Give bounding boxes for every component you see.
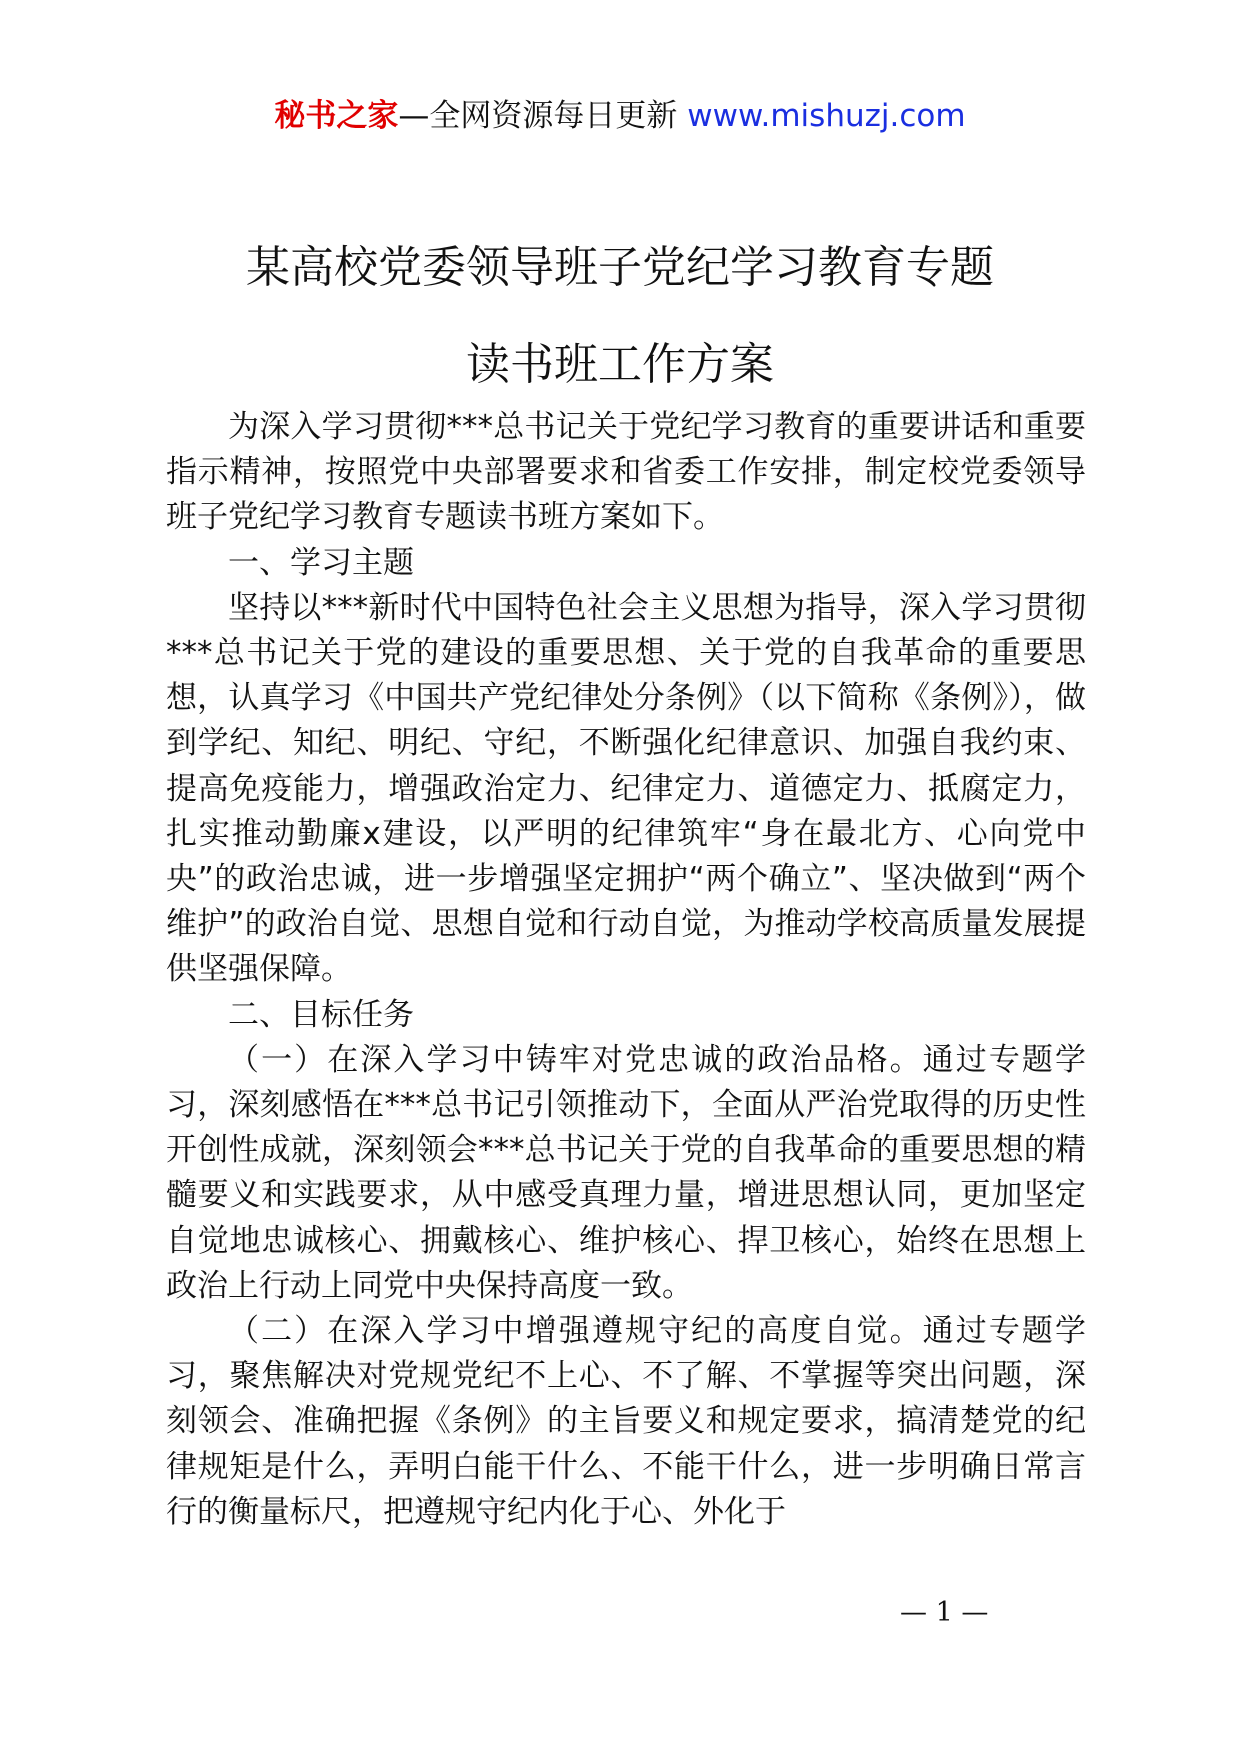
site-tagline: —全网资源每日更新 [398,98,688,134]
paragraph-task-2: （二）在深入学习中增强遵规守纪的高度自觉。通过专题学习，聚焦解决对党规党纪不上心、不了解、不掌握等突出问题，深刻领会、准确把握《条例》的主旨要义和规定要求，搞清楚党的纪律规矩是什么，弄明白能干什么、不能干什么，进一步明确日常言行的衡量标尺，把遵规守纪内化于心、外化于 [166,1313,1086,1530]
page-number: — 1 — [900,1597,989,1628]
section-heading-1: 一、学习主题 [228,544,414,581]
document-title-line-2: 读书班工作方案 [466,339,774,390]
paragraph-intro: 为深入学习贯彻***总书记关于党纪学习教育的重要讲话和重要指示精神，按照党中央部署要求和省委工作安排，制定校党委领导班子党纪学习教育专题读书班方案如下。 [166,409,1086,536]
paragraph-theme: 坚持以***新时代中国特色社会主义思想为指导，深入学习贯彻***总书记关于党的建设的重要思想、关于党的自我革命的重要思想，认真学习《中国共产党纪律处分条例》（以下简称《条例》），做到学纪、知纪、明纪、守纪，不断强化纪律意识、加强自我约束、提高免疫能力，增强政治定力、纪律定力、道德定力、抵腐定力，扎实推动勤廉x建设，以严明的纪律筑牢“身在最北方、心向党中央”的政治忠诚，进一步增强坚定拥护“两个确立”、坚决做到“两个维护”的政治自觉、思想自觉和行动自觉，为推动学校高质量发展提供坚强保障。 [166,589,1086,988]
section-heading-2: 二、目标任务 [228,996,414,1033]
document-title-line-1: 某高校党委领导班子党纪学习教育专题 [246,242,994,293]
document-body [166,405,1086,1535]
site-url[interactable]: www.mishuzj.com [687,98,966,134]
paragraph-task-1: （一）在深入学习中铸牢对党忠诚的政治品格。通过专题学习，深刻感悟在***总书记引领推动下，全面从严治党取得的历史性开创性成就，深刻领会***总书记关于党的自我革命的重要思想的精髓要义和实践要求，从中感受真理力量，增进思想认同，更加坚定自觉地忠诚核心、拥戴核心、维护核心、捍卫核心，始终在思想上政治上行动上同党中央保持高度一致。 [166,1041,1086,1304]
site-header [0,96,1240,136]
site-brand: 秘书之家 [274,98,399,134]
